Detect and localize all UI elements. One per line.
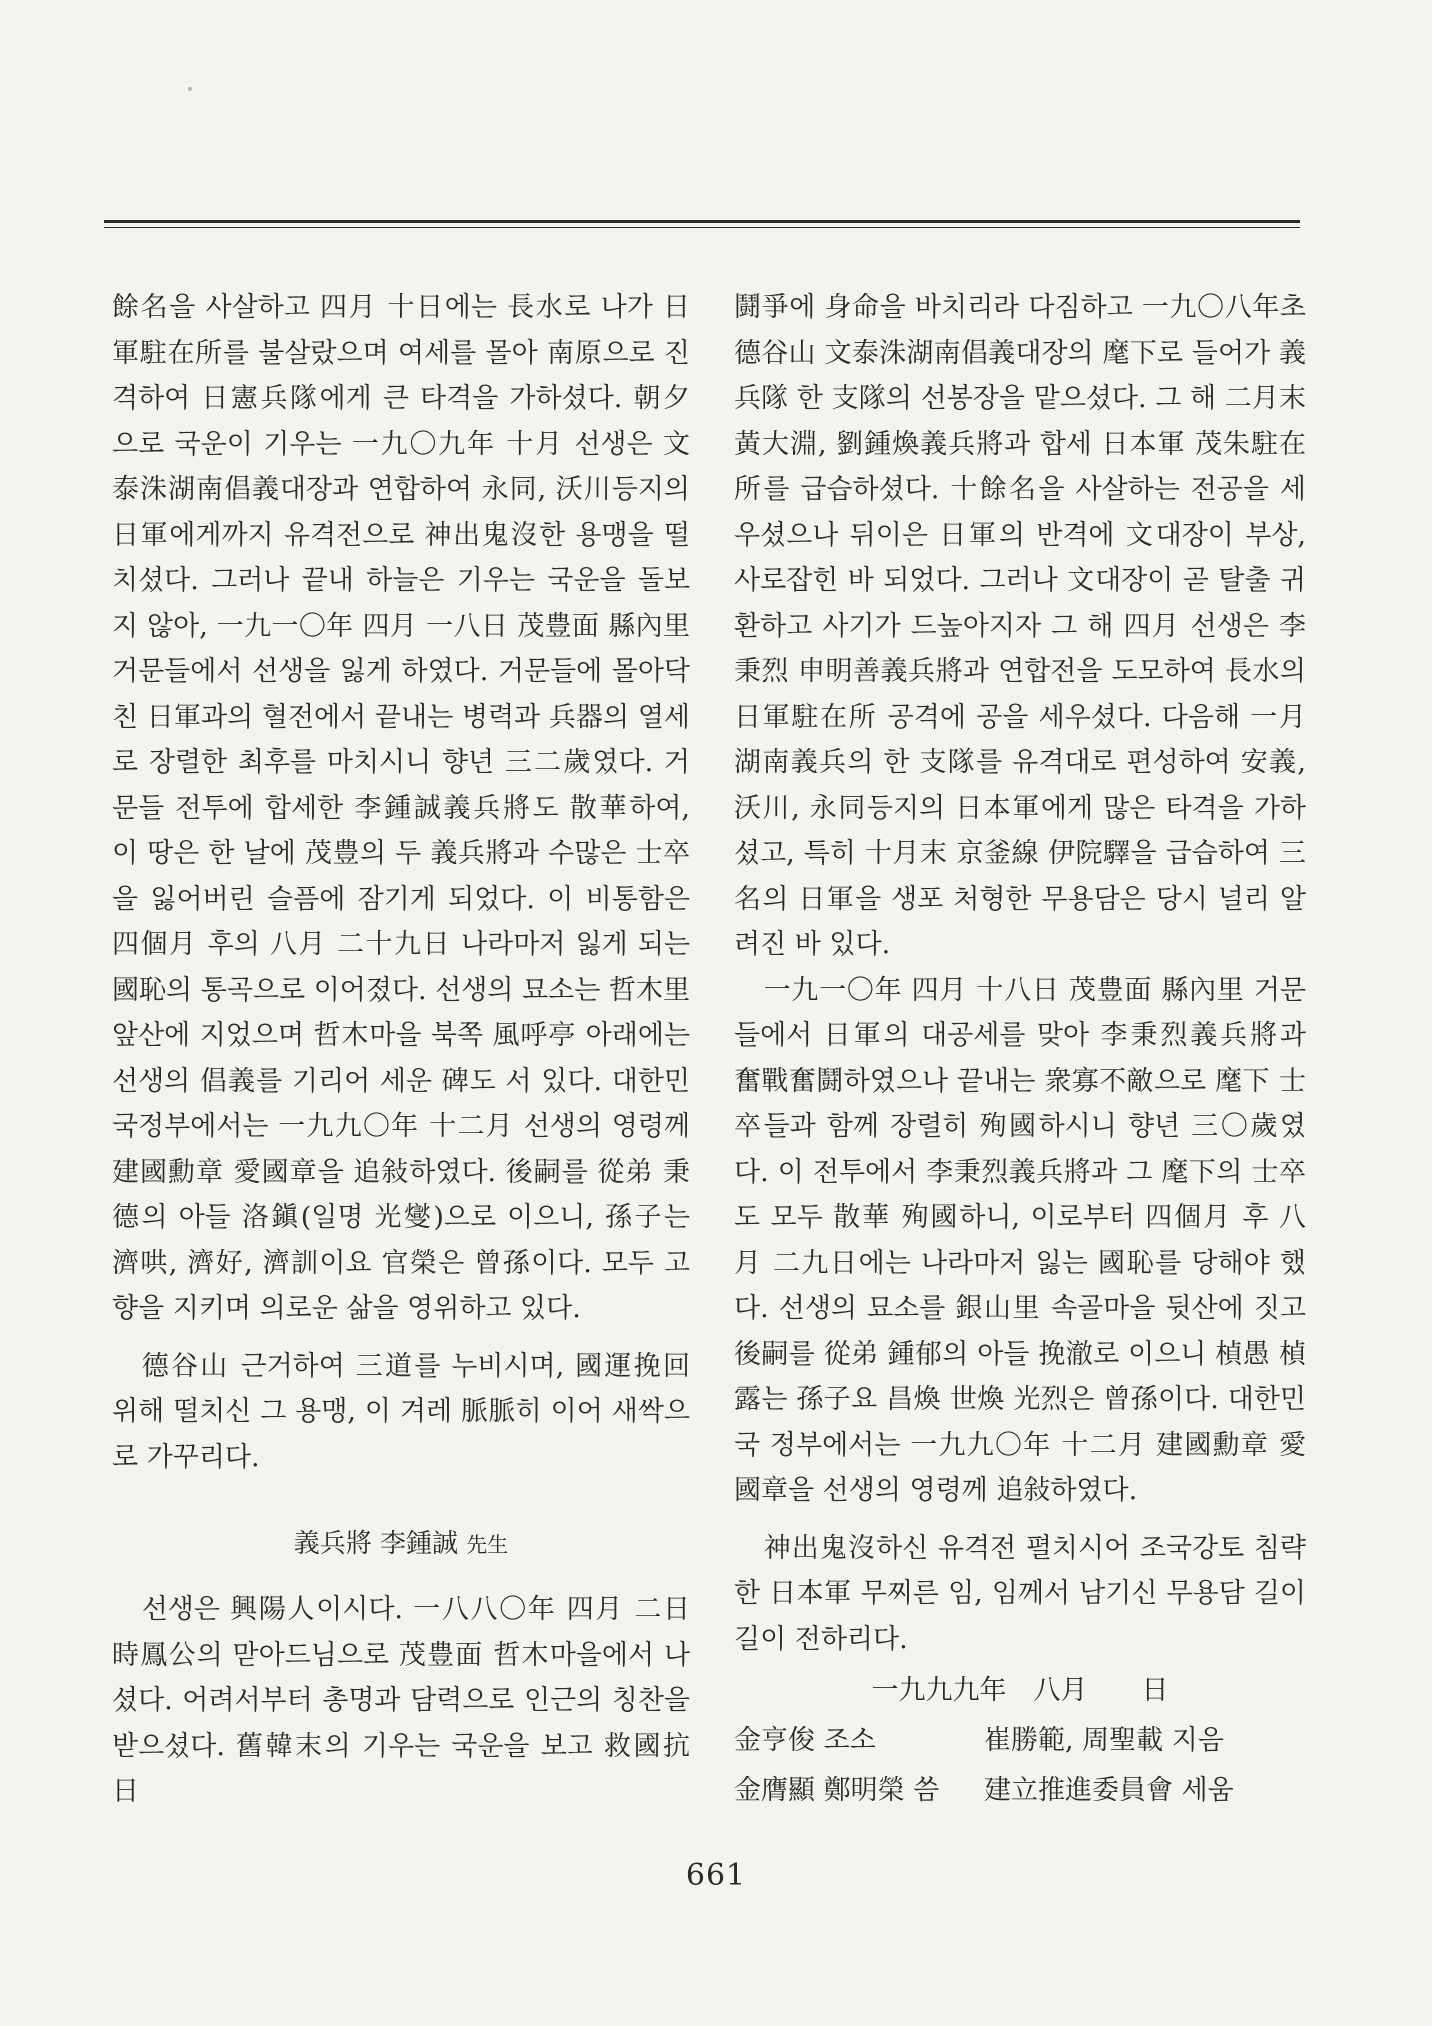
right-paragraph-2: 一九一〇年 四月 十八日 茂豊面 縣內里 거문들에서 日軍의 대공세를 맞아 李秉烈義兵將과 奮戰奮鬪하였으나 끝내는 衆寡不敵으로 麾下 士卒들과 함께 장렬히 殉國하시니 향년 三〇歲였다. 이 전투에서 李秉烈義兵將과 그 麾下의 士卒도 모두 散華 殉國하니, 이로부터 四個月 후 八月 二九日에는 나라마저 잃는 國恥를 당해야 했다. 선생의 묘소를 銀山里 속골마을 뒷산에 짓고 後嗣를 從弟 鍾郁의 아들 挽澈로 이으니 楨愚 楨露는 孫子요 昌煥 世煥 光烈은 曾孫이다. 대한민국 정부에서는 一九九〇年 十二月 建國勳章 愛國章을 선생의 영령께 追敍하였다. (734, 974, 1306, 1506)
heading-title: 義兵將 李鍾誠 (293, 1529, 458, 1559)
section-heading (112, 1524, 690, 1565)
left-paragraph-1: 餘名을 사살하고 四月 十日에는 長水로 나가 日軍駐在所를 불살랐으며 여세를 몰아 南原으로 진격하여 日憲兵隊에게 큰 타격을 가하셨다. 朝夕으로 국운이 기우는 一九〇九年 十月 선생은 文泰洙湖南倡義대장과 연합하여 永同, 沃川등지의 日軍에게까지 유격전으로 神出鬼沒한 용맹을 떨치셨다. 그러나 끝내 하늘은 기우는 국운을 돌보지 않아, 一九一〇年 四月 一八日 茂豊面 縣內里 거문들에서 선생을 잃게 하였다. 거문들에 몰아닥친 日軍과의 혈전에서 끝내는 병력과 兵器의 열세로 장렬한 최후를 마치시니 향년 三二歲였다. 거문들 전투에 합세한 李鍾誠義兵將도 散華하여, 이 땅은 한 날에 茂豊의 두 義兵將과 수많은 士卒을 잃어버린 슬픔에 잠기게 되었다. 이 비통함은 四個月 후의 八月 二十九日 나라마저 잃게 되는 國恥의 통곡으로 이어졌다. 선생의 묘소는 哲木里 앞산에 지었으며 哲木마을 북쪽 風呼亭 아래에는 선생의 倡義를 기리어 세운 碑도 서 있다. 대한민국정부에서는 一九九〇年 十二月 선생의 영령께 建國勳章 愛國章을 追敍하였다. 後嗣를 從弟 秉德의 아들 洛鎭(일명 光燮)으로 이으니, 孫子는 濟哄, 濟好, 濟訓이요 官榮은 曾孫이다. 모두 고향을 지키며 의로운 삶을 영위하고 있다. (112, 292, 690, 1324)
right-paragraph-1: 鬪爭에 身命을 바치리라 다짐하고 一九〇八年초 德谷山 文泰洙湖南倡義대장의 麾下로 들어가 義兵隊 한 支隊의 선봉장을 맡으셨다. 그 해 二月末 黃大淵, 劉鍾煥義兵將과 합세 日本軍 茂朱駐在所를 급습하셨다. 十餘名을 사살하는 전공을 세우셨으나 뒤이은 日軍의 반격에 文대장이 부상, 사로잡힌 바 되었다. 그러나 文대장이 곧 탈출 귀환하고 사기가 드높아지자 그 해 四月 선생은 李秉烈 申明善義兵將과 연합전을 도모하여 長水의 日軍駐在所 공격에 공을 세우셨다. 다음해 一月 湖南義兵의 한 支隊를 유격대로 편성하여 安義, 沃川, 永同등지의 日本軍에게 많은 타격을 가하셨고, 특히 十月末 京釜線 伊院驛을 급습하여 三名의 日軍을 생포 처형한 무용담은 당시 널리 알려진 바 있다. (734, 292, 1306, 960)
header-rule-thick (104, 220, 1300, 223)
header-rule-thin (104, 227, 1300, 228)
left-paragraph-3: 선생은 興陽人이시다. 一八八〇年 四月 二日 時鳳公의 맏아드님으로 茂豊面 哲木마을에서 나셨다. 어려서부터 총명과 담력으로 인근의 칭찬을 받으셨다. 舊韓末의 기우는 국운을 보고 救國抗日 (112, 1594, 690, 1807)
left-column (112, 285, 690, 1815)
credit-row (734, 1766, 1306, 1816)
paper-speck (188, 87, 192, 91)
credit-committee: 建立推進委員會 세움 (984, 1775, 1234, 1806)
left-paragraph-2: 德谷山 근거하여 三道를 누비시며, 國運挽回 위해 떨치신 그 용맹, 이 겨레 脈脈히 이어 새싹으로 가꾸리다. (112, 1350, 690, 1473)
page-number: 661 (685, 1858, 747, 1893)
date-line: 一九九九年 八月 日 (871, 1675, 1169, 1706)
credit-calligrapher: 金膺顯 鄭明榮 씀 (734, 1775, 940, 1806)
right-column (734, 285, 1306, 1816)
right-paragraph-3: 神出鬼沒하신 유격전 펼치시어 조국강토 침략한 日本軍 무찌른 임, 임께서 남기신 무용담 길이길이 전하리다. (734, 1532, 1306, 1655)
credit-sculptor: 金亨俊 조소 (734, 1725, 876, 1756)
heading-suffix: 先生 (466, 1533, 509, 1557)
credit-author: 崔勝範, 周聖載 지음 (984, 1725, 1224, 1756)
credit-row (734, 1716, 1306, 1766)
